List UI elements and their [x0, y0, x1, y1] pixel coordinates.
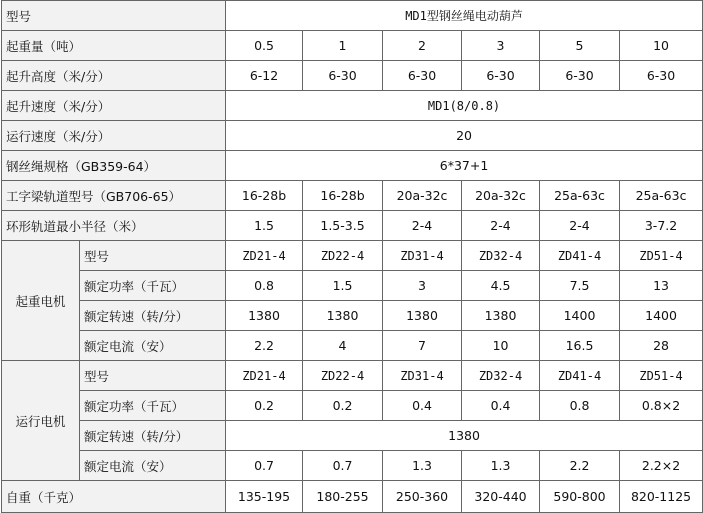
cell: 2.2×2 — [620, 451, 703, 481]
cell: 10 — [462, 331, 540, 361]
cell: 2-4 — [383, 211, 462, 241]
cell: 1.5 — [226, 211, 303, 241]
row-label: 工字梁轨道型号（GB706-65） — [2, 181, 226, 211]
cell: 4.5 — [462, 271, 540, 301]
cell: 0.8 — [226, 271, 303, 301]
row-capacity — [2, 31, 703, 61]
row-label: 起重量（吨） — [2, 31, 226, 61]
cell: 0.8 — [540, 391, 620, 421]
cell: 6-30 — [462, 61, 540, 91]
cell: 16-28b — [226, 181, 303, 211]
cell: 1.3 — [383, 451, 462, 481]
cell: 320-440 — [462, 481, 540, 513]
cell: 3-7.2 — [620, 211, 703, 241]
row-model — [2, 1, 703, 31]
model-name: MD1型钢丝绳电动葫芦 — [226, 1, 703, 31]
cell: ZD22-4 — [303, 361, 383, 391]
row-travel-motor-current — [2, 451, 703, 481]
group-label-travel-motor: 运行电机 — [2, 361, 80, 481]
cell: 7 — [383, 331, 462, 361]
cell: 2.2 — [540, 451, 620, 481]
cell: 1.5-3.5 — [303, 211, 383, 241]
row-label: 额定功率（千瓦） — [80, 271, 226, 301]
cell: ZD31-4 — [383, 361, 462, 391]
cell: ZD22-4 — [303, 241, 383, 271]
cell: 1400 — [620, 301, 703, 331]
cell: 6-30 — [540, 61, 620, 91]
cell: 0.7 — [303, 451, 383, 481]
cell: 6-30 — [303, 61, 383, 91]
cell: 2.2 — [226, 331, 303, 361]
row-label: 额定电流（安） — [80, 451, 226, 481]
cell: ZD21-4 — [226, 361, 303, 391]
cell: 1380 — [226, 301, 303, 331]
span-cell: 6*37+1 — [226, 151, 703, 181]
cell: 16.5 — [540, 331, 620, 361]
cell: ZD31-4 — [383, 241, 462, 271]
cell: 3 — [462, 31, 540, 61]
cell: 1400 — [540, 301, 620, 331]
row-travel-motor-model — [2, 361, 703, 391]
row-label: 环形轨道最小半径（米） — [2, 211, 226, 241]
cell: 5 — [540, 31, 620, 61]
span-cell: MD1(8/0.8) — [226, 91, 703, 121]
row-hoist-motor-power — [2, 271, 703, 301]
hoist-spec-table — [1, 0, 703, 513]
row-lift-speed — [2, 91, 703, 121]
cell: 1.5 — [303, 271, 383, 301]
cell: 2-4 — [540, 211, 620, 241]
cell: 6-12 — [226, 61, 303, 91]
cell: 0.5 — [226, 31, 303, 61]
cell: 20a-32c — [383, 181, 462, 211]
cell: 1380 — [462, 301, 540, 331]
row-lift-height — [2, 61, 703, 91]
cell: 16-28b — [303, 181, 383, 211]
cell: 0.4 — [462, 391, 540, 421]
row-hoist-motor-speed — [2, 301, 703, 331]
cell: 13 — [620, 271, 703, 301]
cell: 180-255 — [303, 481, 383, 513]
row-rope-spec — [2, 151, 703, 181]
row-label: 额定功率（千瓦） — [80, 391, 226, 421]
row-label: 型号 — [80, 241, 226, 271]
cell: ZD32-4 — [462, 361, 540, 391]
row-hoist-motor-model — [2, 241, 703, 271]
cell: ZD32-4 — [462, 241, 540, 271]
cell: 2-4 — [462, 211, 540, 241]
row-self-weight — [2, 481, 703, 513]
cell: 3 — [383, 271, 462, 301]
row-hoist-motor-current — [2, 331, 703, 361]
cell: 135-195 — [226, 481, 303, 513]
cell: ZD51-4 — [620, 361, 703, 391]
cell: 1380 — [303, 301, 383, 331]
row-travel-motor-power — [2, 391, 703, 421]
cell: 1.3 — [462, 451, 540, 481]
row-label: 钢丝绳规格（GB359-64） — [2, 151, 226, 181]
cell: 28 — [620, 331, 703, 361]
cell: 0.8×2 — [620, 391, 703, 421]
cell: 10 — [620, 31, 703, 61]
cell: 1380 — [383, 301, 462, 331]
cell: 0.2 — [303, 391, 383, 421]
cell: ZD51-4 — [620, 241, 703, 271]
cell: ZD41-4 — [540, 361, 620, 391]
row-travel-motor-speed — [2, 421, 703, 451]
cell: ZD41-4 — [540, 241, 620, 271]
row-label: 额定转速（转/分） — [80, 421, 226, 451]
cell: 0.4 — [383, 391, 462, 421]
cell: 250-360 — [383, 481, 462, 513]
row-label: 型号 — [2, 1, 226, 31]
cell: 2 — [383, 31, 462, 61]
span-cell: 1380 — [226, 421, 703, 451]
cell: 0.2 — [226, 391, 303, 421]
group-label-hoist-motor: 起重电机 — [2, 241, 80, 361]
cell: 590-800 — [540, 481, 620, 513]
cell: 0.7 — [226, 451, 303, 481]
cell: 25a-63c — [620, 181, 703, 211]
row-label: 额定电流（安） — [80, 331, 226, 361]
cell: 6-30 — [620, 61, 703, 91]
row-label: 运行速度（米/分） — [2, 121, 226, 151]
row-travel-speed — [2, 121, 703, 151]
cell: 25a-63c — [540, 181, 620, 211]
cell: ZD21-4 — [226, 241, 303, 271]
cell: 6-30 — [383, 61, 462, 91]
cell: 20a-32c — [462, 181, 540, 211]
row-min-radius — [2, 211, 703, 241]
row-label: 额定转速（转/分） — [80, 301, 226, 331]
row-label: 起升速度（米/分） — [2, 91, 226, 121]
span-cell: 20 — [226, 121, 703, 151]
row-label: 自重（千克） — [2, 481, 226, 513]
row-ibeam-track — [2, 181, 703, 211]
cell: 1 — [303, 31, 383, 61]
cell: 820-1125 — [620, 481, 703, 513]
row-label: 型号 — [80, 361, 226, 391]
cell: 4 — [303, 331, 383, 361]
row-label: 起升高度（米/分） — [2, 61, 226, 91]
cell: 7.5 — [540, 271, 620, 301]
